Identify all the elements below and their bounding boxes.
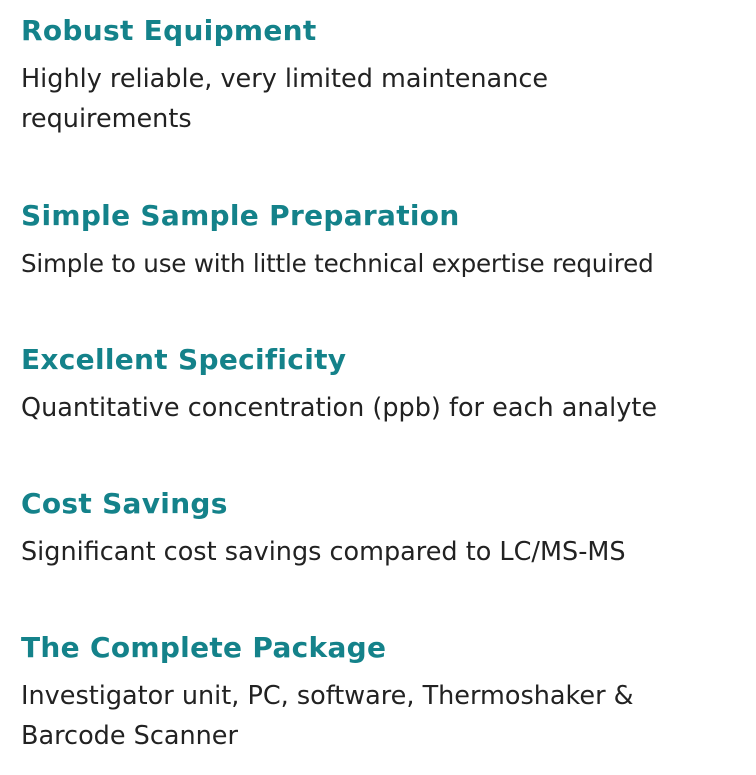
feature-description: Quantitative concentration (ppb) for each analyte [21, 393, 658, 423]
feature-description: Investigator unit, PC, software, Thermoshaker & Barcode Scanner [21, 681, 634, 751]
feature-title: Simple Sample Preparation [21, 199, 460, 232]
feature-cost-savings [21, 486, 751, 572]
feature-title: Excellent Specificity [21, 343, 347, 376]
feature-excellent-specificity [21, 342, 751, 428]
feature-description: Significant cost savings compared to LC/MS-MS [21, 537, 626, 567]
feature-simple-sample-preparation [21, 198, 751, 284]
feature-robust-equipment [21, 13, 751, 139]
feature-title: The Complete Package [21, 631, 387, 664]
feature-title: Cost Savings [21, 487, 228, 520]
feature-complete-package [21, 630, 751, 756]
feature-description: Highly reliable, very limited maintenance requirements [21, 64, 549, 134]
feature-description: Simple to use with little technical expertise required [21, 249, 654, 278]
feature-title: Robust Equipment [21, 14, 317, 47]
